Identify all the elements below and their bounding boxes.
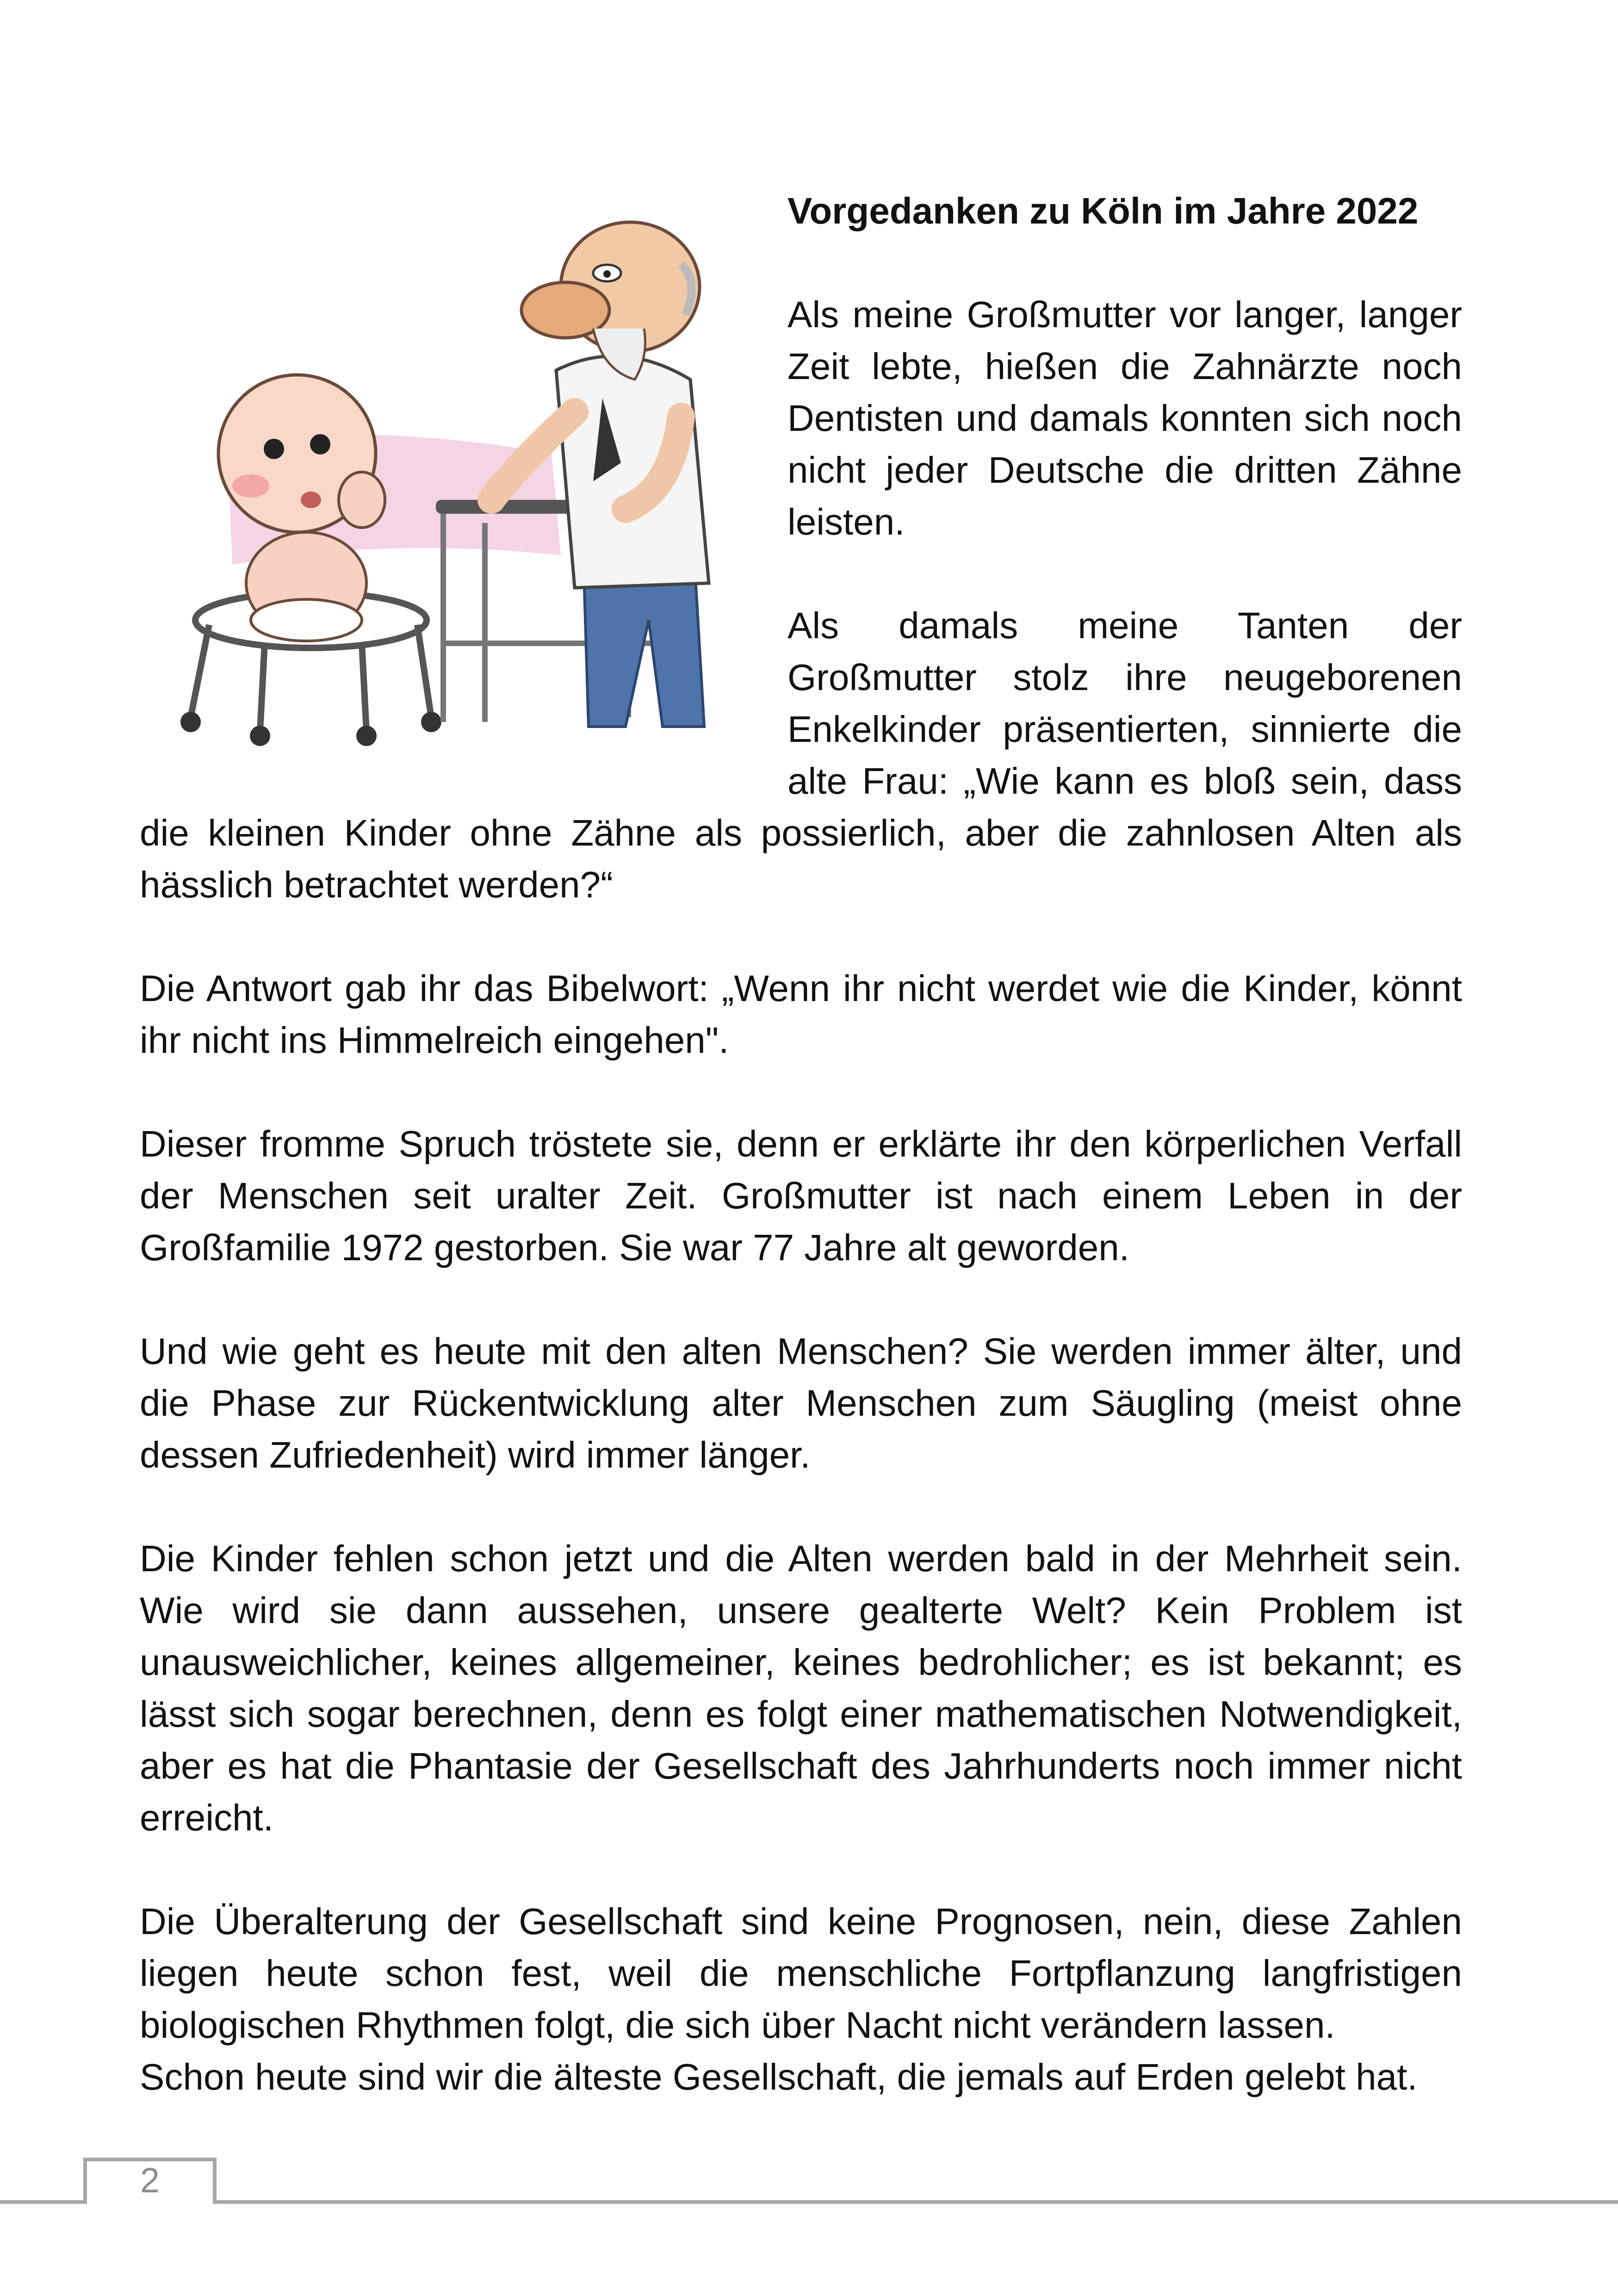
baby-and-grandpa-illustration — [158, 204, 760, 759]
cartoon-illustration — [158, 204, 760, 759]
document-title: Vorgedanken zu Köln im Jahre 2022 — [787, 190, 1419, 231]
paragraph-5: Und wie geht es heute mit den alten Menschen? Sie werden immer älter, und die Phase zur Rückentwicklung alter Menschen zum Säugling (meist ohne dessen Zufriedenheit) wird immer länger. — [140, 1331, 1462, 1475]
page-number: 2 — [140, 2161, 160, 2200]
paragraph-1: Als meine Großmutter vor langer, langer Zeit lebte, hießen die Zahnärzte noch Dentisten und damals konnten sich noch nicht jeder Deutsche die dritten Zähne leisten. — [787, 294, 1462, 542]
paragraph-4: Dieser fromme Spruch tröstete sie, denn er erklärte ihr den körperlichen Verfall der Menschen seit uralter Zeit. Großmutter ist nach einem Leben in der Großfamilie 1972 gestorben. Sie war 77 Jahre alt geworden. — [140, 1123, 1462, 1268]
paragraph-2: Als damals meine Tanten der Großmutter stolz ihre neugeborenen Enkelkinder präsentierten, sinnierte die alte Frau: „Wie kann es bloß sein, dass die kleinen Kinder ohne Zähne als possierlich, aber die zahnlosen Alten als hässlich betrachtet werden?“ — [140, 605, 1462, 905]
paragraph-3: Die Antwort gab ihr das Bibelwort: „Wenn ihr nicht werdet wie die Kinder, könnt ihr nicht ins Himmelreich eingehen". — [140, 968, 1462, 1061]
paragraph-7: Die Überalterung der Gesellschaft sind keine Prognosen, nein, diese Zahlen liegen heute schon fest, weil die menschliche Fortpflanzung langfristigen biologischen Rhythmen folgt, die sich über Nacht nicht verändern lassen. — [140, 1901, 1462, 2046]
footer-rule — [0, 2200, 1618, 2204]
paragraph-6: Die Kinder fehlen schon jetzt und die Alten werden bald in der Mehrheit sein. Wie wird sie dann aussehen, unsere gealterte Welt? Kein Problem ist unausweichlicher, keines allgemeiner, keines bedrohlicher; es ist bekannt; es lässt sich sogar berechnen, denn es folgt einer mathematischen Notwendigkeit, aber es hat die Phantasie der Gesellschaft des Jahrhunderts noch immer nicht erreicht. — [140, 1538, 1462, 1838]
paragraph-8: Schon heute sind wir die älteste Gesellschaft, die jemals auf Erden gelebt hat. — [140, 2056, 1418, 2097]
page-content — [140, 185, 1462, 2103]
